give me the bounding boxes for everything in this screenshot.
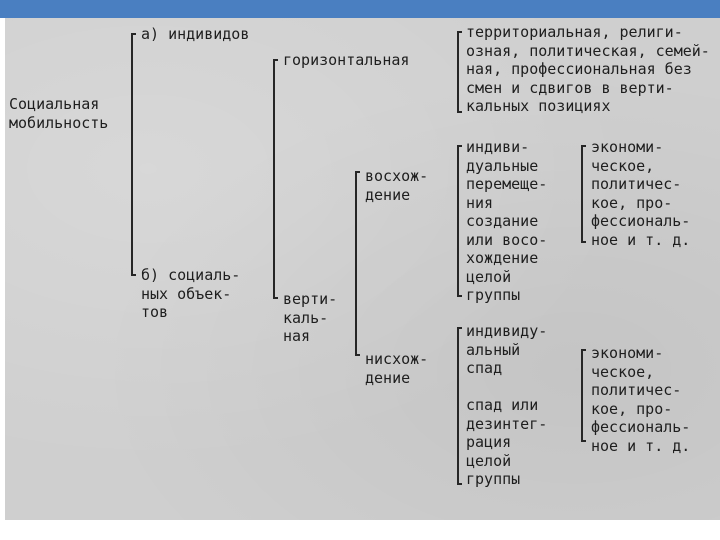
direction-ascending: восхож- дение <box>365 167 429 204</box>
leaf-group-disintegration: спад или дезинтег- рация целой группы <box>466 396 548 488</box>
direction-descending: нисхож- дение <box>365 350 429 387</box>
branch-social-objects: б) социаль- ных объек- тов <box>141 266 241 321</box>
horizontal-description: территориальная, религи- озная, политическая, семей- ная, профессиональная без смен и сдвигов в верти- кальных позициях <box>466 23 710 115</box>
leaf-individual-moves: индиви- дуальные перемеще- ния <box>466 138 548 212</box>
spheres-descending: экономи- ческое, политичес- кое, про- фессиональ- ное и т. д. <box>591 344 691 455</box>
type-vertical: верти- каль- ная <box>283 290 338 345</box>
bracket-directions <box>356 172 360 355</box>
leaf-group-ascent: создание или восо- хождение целой группы <box>466 212 548 304</box>
type-horizontal: горизонтальная <box>283 51 410 69</box>
spheres-ascending: экономи- ческое, политичес- кое, про- фессиональ- ное и т. д. <box>591 138 691 249</box>
bracket-spheres-up <box>582 146 586 242</box>
bracket-spheres-down <box>582 350 586 441</box>
bracket-types <box>274 60 278 298</box>
leaf-individual-decline: индивиду- альный спад <box>466 322 548 377</box>
root-concept: Социальная мобильность <box>9 95 109 132</box>
bracket-root <box>132 34 136 275</box>
bracket-up <box>458 146 462 296</box>
branch-individuals: а) индивидов <box>141 25 250 43</box>
bracket-horizontal <box>458 32 462 112</box>
bracket-down <box>458 328 462 484</box>
